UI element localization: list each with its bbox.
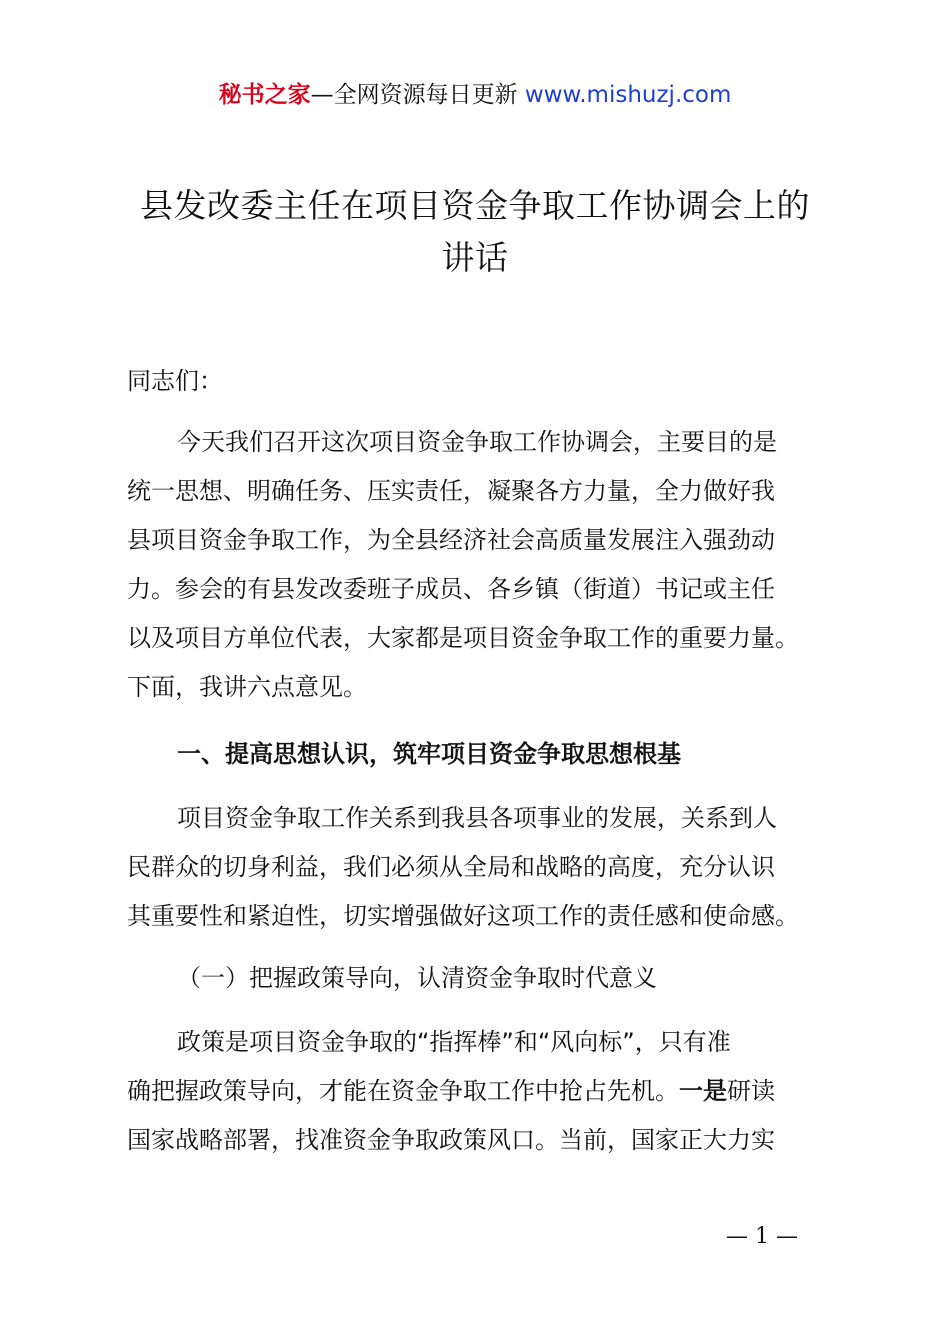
salutation-text: 同志们：: [127, 367, 223, 395]
intro-paragraph: [127, 418, 839, 712]
title-line: 县发改委主任在项目资金争取工作协调会上的: [140, 186, 810, 225]
emphasis-text: 一是: [679, 1077, 727, 1105]
paragraph-line: 其重要性和紧迫性，切实增强做好这项工作的责任感和使命感。: [127, 902, 799, 930]
site-header: [0, 78, 950, 112]
subsection-heading-text: （一）把握政策导向，认清资金争取时代意义: [177, 964, 657, 992]
paragraph-line: 项目资金争取工作关系到我县各项事业的发展，关系到人: [177, 804, 777, 832]
paragraph-line: 县项目资金争取工作，为全县经济社会高质量发展注入强劲动: [127, 526, 775, 554]
paragraph-line: [127, 1067, 839, 1116]
line-text: 研读: [727, 1077, 775, 1105]
paragraph-line: 国家战略部署，找准资金争取政策风口。当前，国家正大力实: [127, 1126, 775, 1154]
site-url[interactable]: www.mishuzj.com: [524, 82, 732, 108]
paragraph-line: 下面，我讲六点意见。: [127, 673, 367, 701]
subsection-heading: [127, 954, 839, 1003]
document-title: [100, 180, 850, 284]
section-heading-text: 一、提高思想认识，筑牢项目资金争取思想根基: [177, 740, 681, 768]
paragraph-line: 民群众的切身利益，我们必须从全局和战略的高度，充分认识: [127, 853, 775, 881]
section-paragraph: [127, 794, 839, 941]
salutation: [127, 357, 839, 406]
page-number: — 1 —: [726, 1224, 798, 1249]
paragraph-line: 以及项目方单位代表，大家都是项目资金争取工作的重要力量。: [127, 624, 799, 652]
brand-name: 秘书之家: [218, 82, 311, 108]
paragraph-line: 力。参会的有县发改委班子成员、各乡镇（街道）书记或主任: [127, 575, 775, 603]
paragraph-line: 政策是项目资金争取的“指挥棒”和“风向标”，只有准: [177, 1028, 731, 1056]
line-text: 确把握政策导向，才能在资金争取工作中抢占先机。: [127, 1077, 679, 1105]
title-line: 讲话: [441, 238, 509, 277]
paragraph-line: 统一思想、明确任务、压实责任，凝聚各方力量，全力做好我: [127, 477, 775, 505]
subsection-paragraph: [127, 1018, 839, 1165]
slogan: —全网资源每日更新: [310, 82, 518, 108]
section-heading: [127, 730, 839, 779]
paragraph-line: 今天我们召开这次项目资金争取工作协调会，主要目的是: [177, 428, 777, 456]
